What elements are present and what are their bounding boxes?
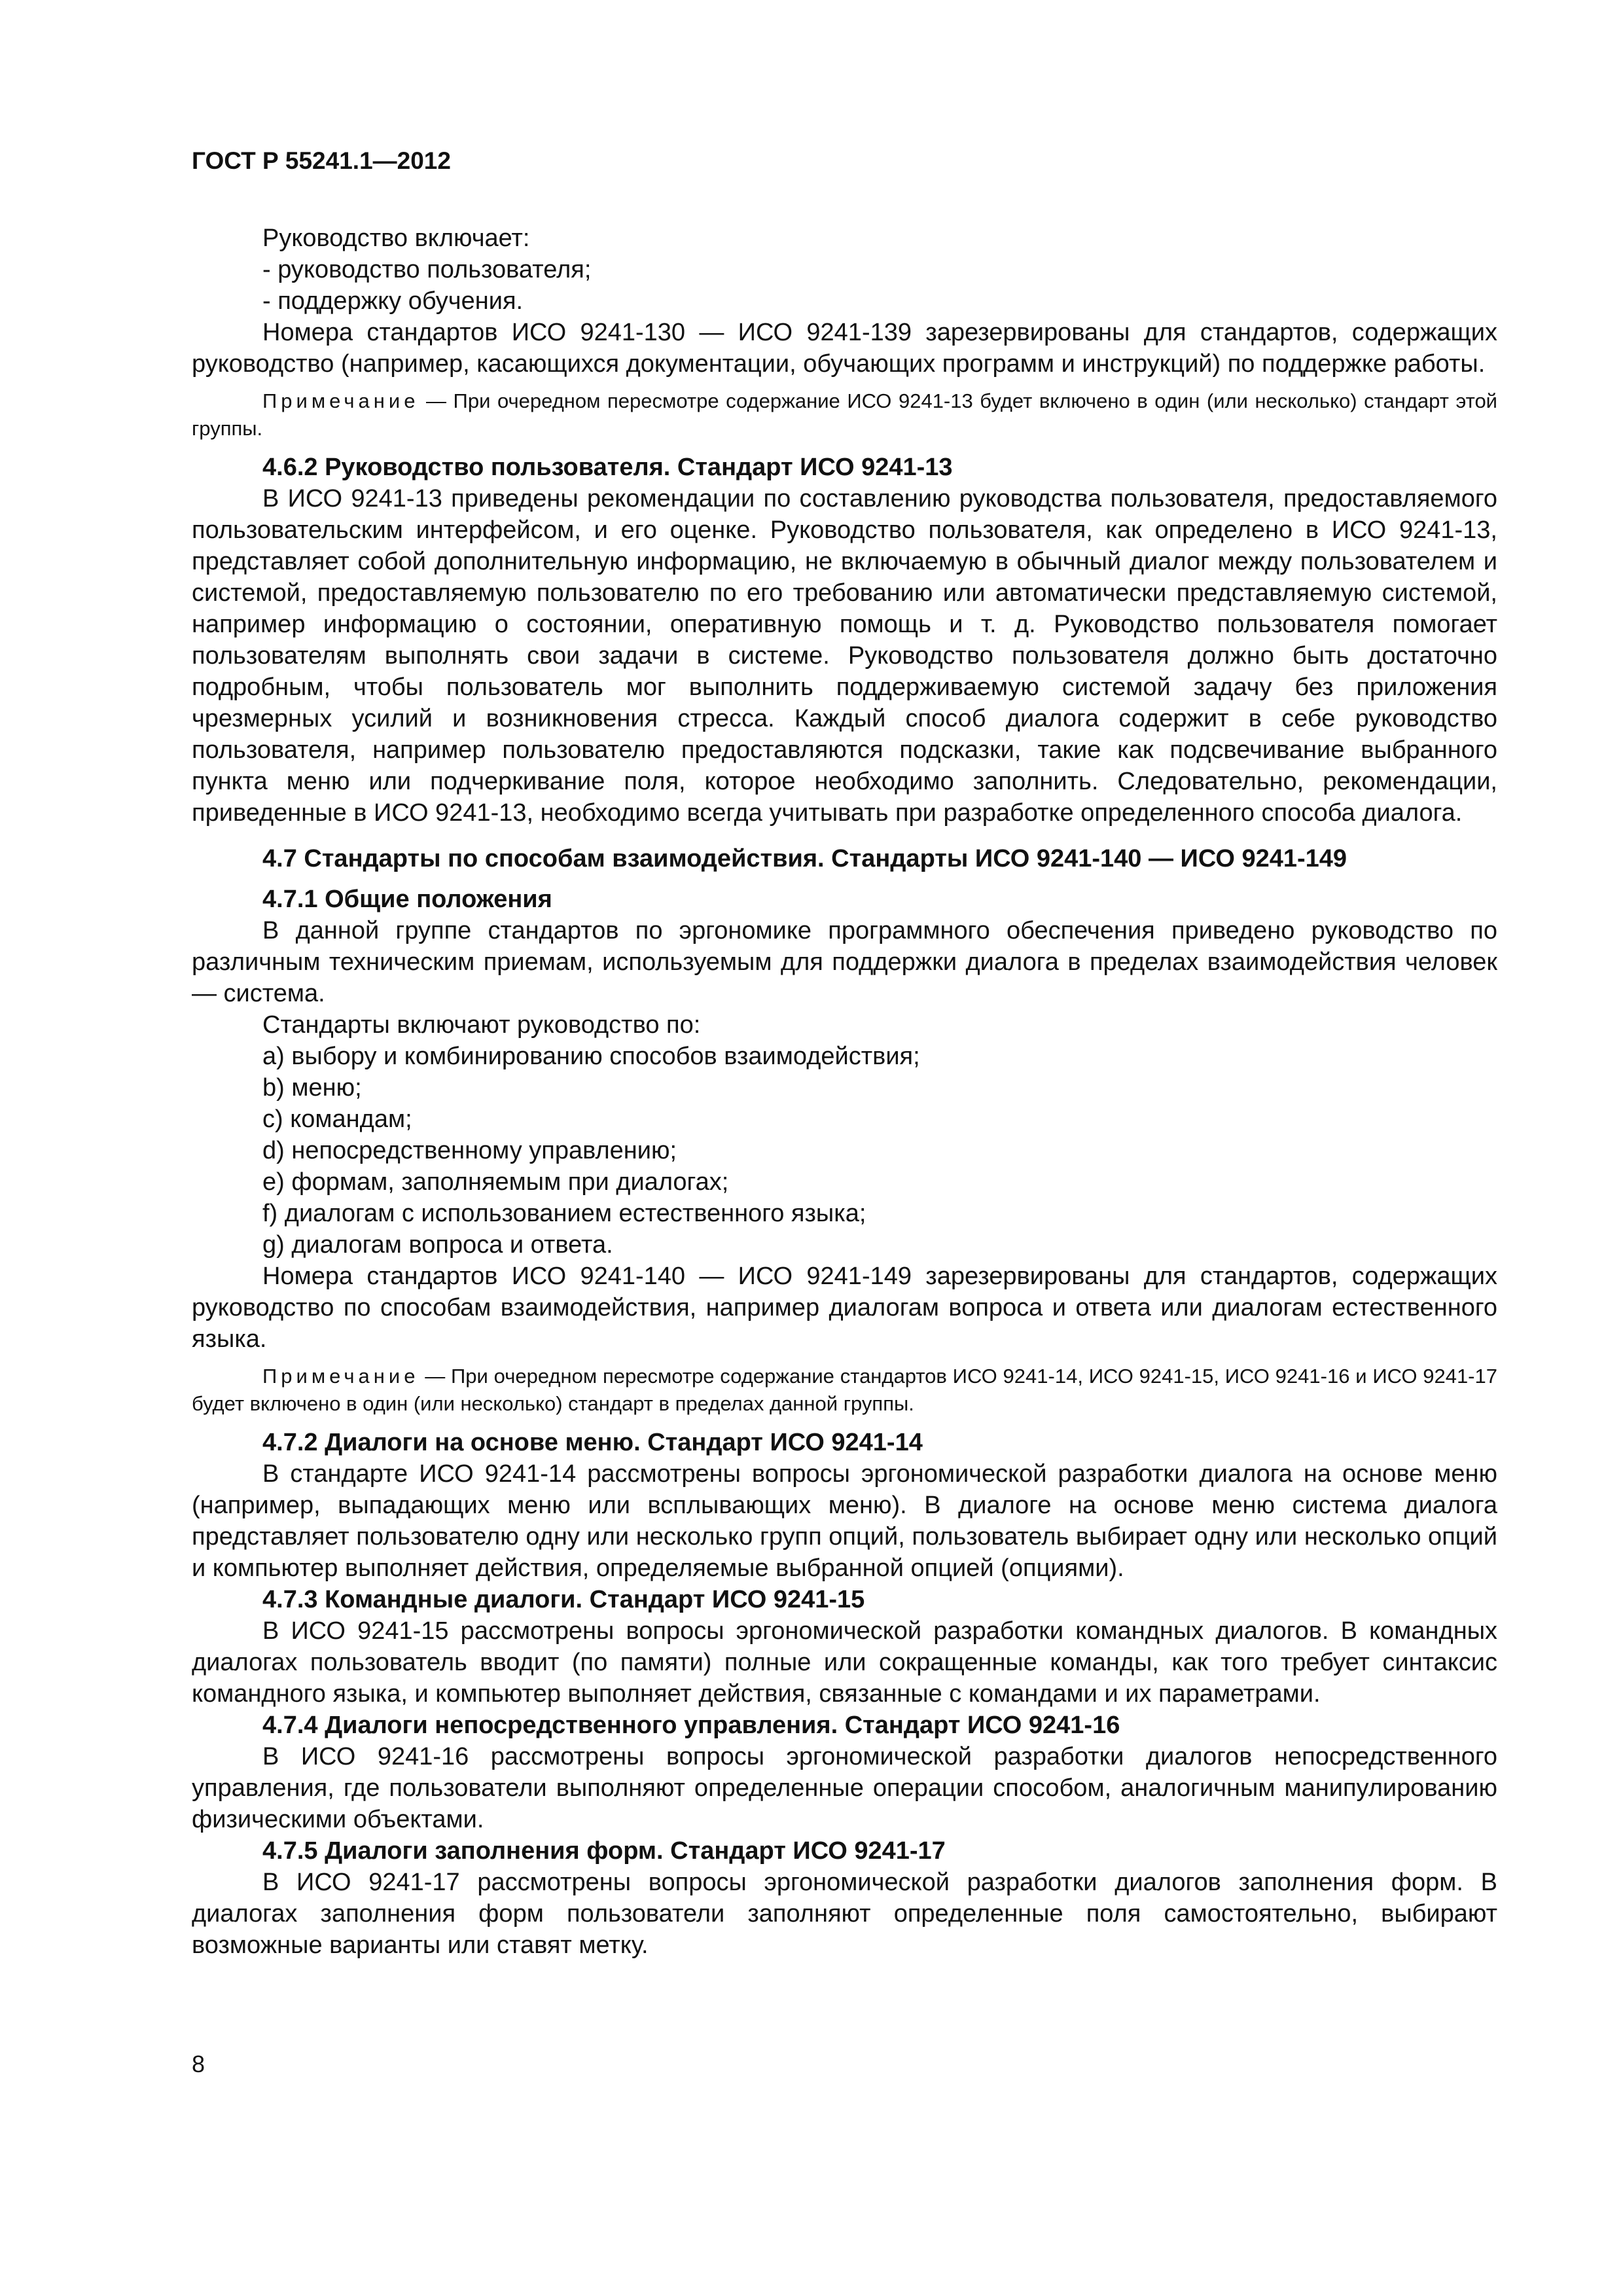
section-4-7-1-heading: 4.7.1 Общие положения xyxy=(262,886,552,913)
section-4-7-3-heading: 4.7.3 Командные диалоги. Стандарт ИСО 9241-15 xyxy=(262,1586,865,1613)
list-item: g) диалогам вопроса и ответа. xyxy=(262,1231,613,1259)
list-item: c) командам; xyxy=(262,1105,412,1133)
section-4-6-2-heading: 4.6.2 Руководство пользователя. Стандарт ИСО 9241-13 xyxy=(262,454,953,481)
section-4-7-1-paragraph: В данной группе стандартов по эргономике программного обеспечения приведено руководство по различным техническим приемам, используемым для поддержки диалога в пределах взаимодействия человек — система. xyxy=(192,917,1497,1007)
document-header-title: ГОСТ Р 55241.1—2012 xyxy=(192,147,451,174)
page-number: 8 xyxy=(192,2051,205,2077)
section-4-7-2-heading: 4.7.2 Диалоги на основе меню. Стандарт ИСО 9241-14 xyxy=(262,1429,923,1456)
section-4-7-4-heading: 4.7.4 Диалоги непосредственного управления. Стандарт ИСО 9241-16 xyxy=(262,1712,1120,1739)
list-item: e) формам, заполняемым при диалогах; xyxy=(262,1168,729,1196)
list-item: d) непосредственному управлению; xyxy=(262,1137,677,1164)
section-4-6-2-paragraph: В ИСО 9241-13 приведены рекомендации по составлению руководства пользователя, предоставляемого пользовательским интерфейсом, и его оценке. Руководство пользователя, как определено в ИСО 9241-13, представляет собой дополнительную информацию, не включаемую в обычный диалог между пользователем и системой, предоставляемую пользователю по его требованию или автоматически представляемую системой, например информацию о состоянии, оперативную помощь и т. д. Руководство пользователя помогает пользователям выполнять свои задачи в системе. Руководство пользователя должно быть достаточно подробным, чтобы пользователь мог выполнить поддерживаемую системой задачу без приложения чрезмерных усилий и возникновения стресса. Каждый способ диалога содержит в себе руководство пользователя, например пользователю предоставляются подсказки, такие как подсвечивание выбранного пункта меню или подчеркивание поля, которое необходимо заполнить. Следовательно, рекомендации, приведенные в ИСО 9241-13, необходимо всегда учитывать при разработке определенного способа диалога. xyxy=(192,485,1497,827)
section-4-7-3-paragraph: В ИСО 9241-15 рассмотрены вопросы эргономической разработки командных диалогов. В командных диалогах пользователь вводит (по памяти) полные или сокращенные команды, как того требует синтаксис командного языка, и компьютер выполняет действия, связанные с командами и их параметрами. xyxy=(192,1617,1497,1708)
intro-paragraph: Номера стандартов ИСО 9241-130 — ИСО 9241-139 зарезервированы для стандартов, содержащих руководство (например, касающихся документации, обучающих программ и инструкций) по поддержке работы. xyxy=(192,319,1497,378)
section-4-7-2-paragraph: В стандарте ИСО 9241-14 рассмотрены вопросы эргономической разработки диалога на основе меню (например, выпадающих меню или всплывающих меню). В диалоге на основе меню система диалога представляет пользователю одну или несколько групп опций, пользователь выбирает одну или несколько опций и компьютер выполняет действия, определяемые выбранной опцией (опциями). xyxy=(192,1460,1497,1582)
document-body xyxy=(192,223,1497,1961)
note-1-label: Примечание xyxy=(262,389,419,412)
note-2-label: Примечание xyxy=(262,1365,419,1388)
list-item: a) выбору и комбинированию способов взаимодействия; xyxy=(262,1043,920,1070)
section-4-7-4-paragraph: В ИСО 9241-16 рассмотрены вопросы эргономической разработки диалогов непосредственного управления, где пользователи выполняют определенные операции способом, аналогичным манипулированию физическими объектами. xyxy=(192,1743,1497,1833)
intro-line: Руководство включает: xyxy=(262,224,530,252)
list-item: b) меню; xyxy=(262,1074,362,1102)
section-4-7-1-paragraph-2: Номера стандартов ИСО 9241-140 — ИСО 9241-149 зарезервированы для стандартов, содержащих руководство по способам взаимодействия, например диалогам вопроса и ответа или диалогам естественного языка. xyxy=(192,1263,1497,1353)
section-4-7-5-paragraph: В ИСО 9241-17 рассмотрены вопросы эргономической разработки диалогов заполнения форм. В диалогах заполнения форм пользователи заполняют определенные поля самостоятельно, выбирают возможные варианты или ставят метку. xyxy=(192,1869,1497,1959)
note-2 xyxy=(192,1363,1497,1418)
note-2-text: — При очередном пересмотре содержание стандартов ИСО 9241-14, ИСО 9241-15, ИСО 9241-16 и ИСО 9241-17 будет включено в один (или несколько) стандарт в пределах данной группы. xyxy=(192,1365,1497,1415)
note-1 xyxy=(192,387,1497,442)
intro-list-item: - поддержку обучения. xyxy=(262,287,524,315)
intro-list-item: - руководство пользователя; xyxy=(262,256,592,283)
note-1-text: — При очередном пересмотре содержание ИСО 9241-13 будет включено в один (или несколько) стандарт этой группы. xyxy=(192,389,1497,440)
list-item: f) диалогам с использованием естественного языка; xyxy=(262,1200,866,1227)
section-4-7-1-list-intro: Стандарты включают руководство по: xyxy=(262,1011,701,1039)
section-4-7-heading: 4.7 Стандарты по способам взаимодействия. Стандарты ИСО 9241-140 — ИСО 9241-149 xyxy=(262,845,1347,872)
section-4-7-5-heading: 4.7.5 Диалоги заполнения форм. Стандарт ИСО 9241-17 xyxy=(262,1837,946,1865)
